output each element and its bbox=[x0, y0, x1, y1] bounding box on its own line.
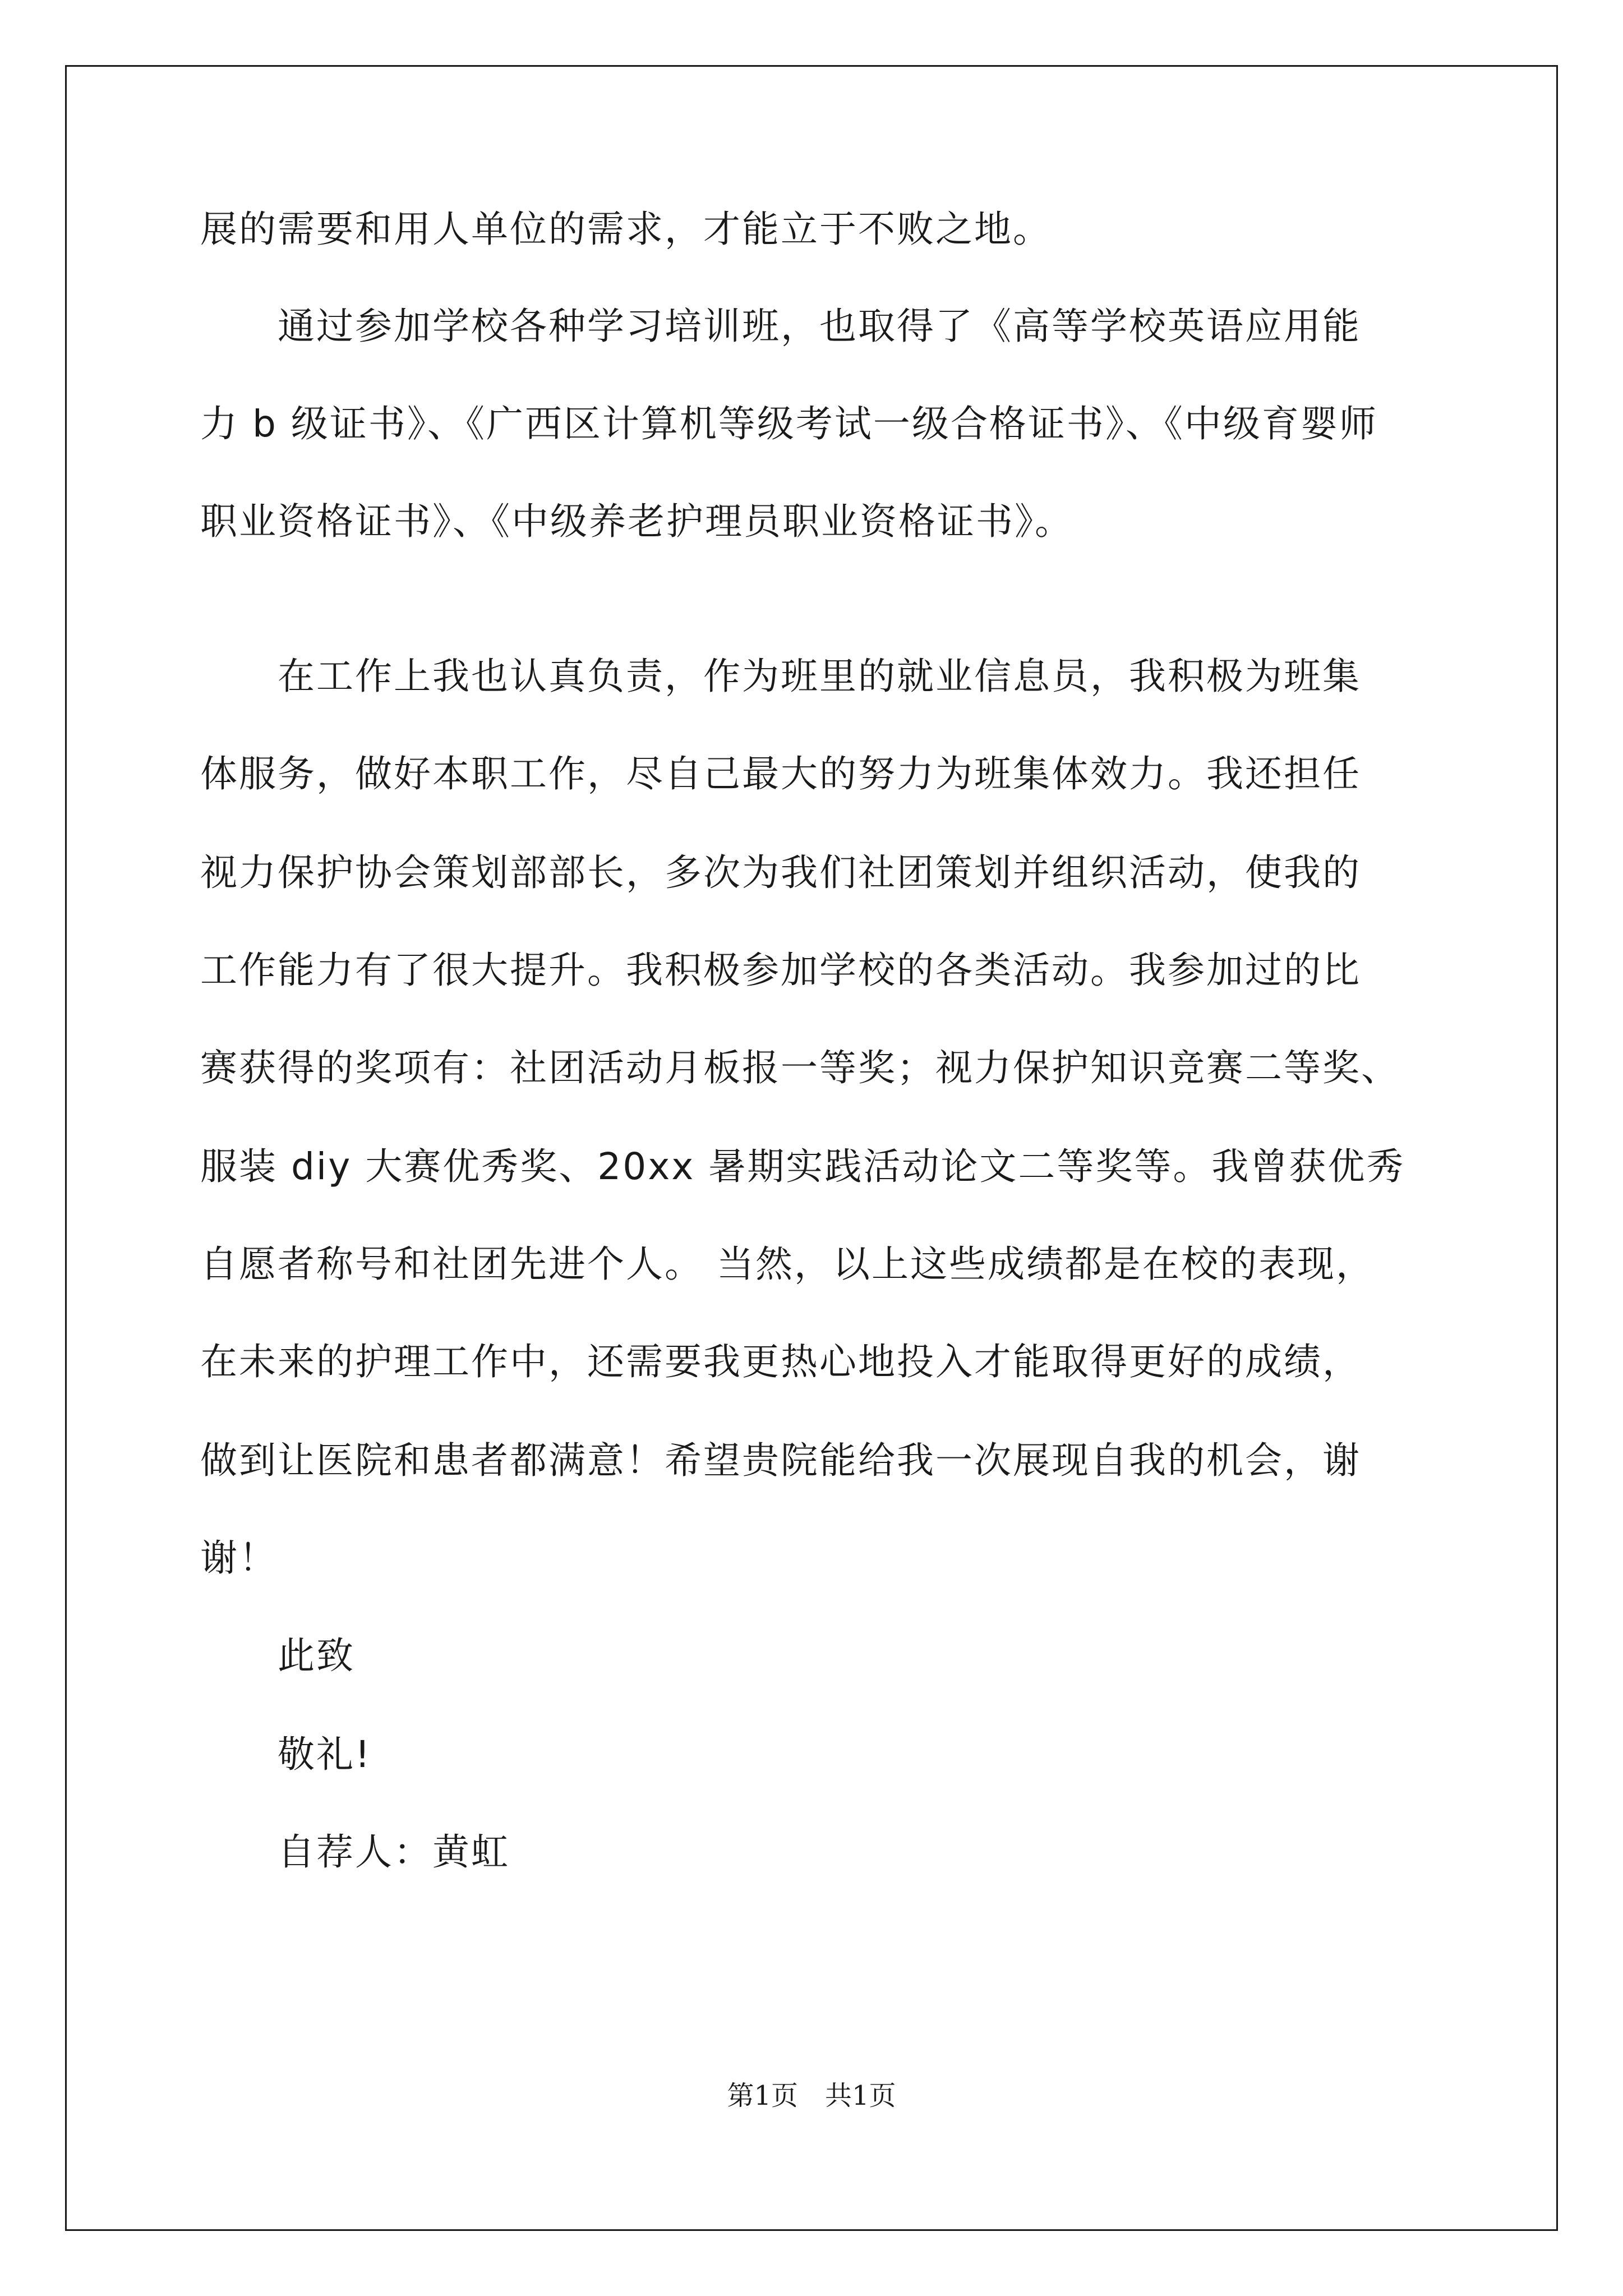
closing-regards: 敬礼! bbox=[200, 1733, 372, 1776]
text-line: 职业资格证书》、《中级养老护理员职业资格证书》。 bbox=[200, 500, 1073, 543]
text-line: 工作能力有了很大提升。我积极参加学校的各类活动。我参加过的比 bbox=[200, 949, 1361, 992]
text-line: 力 b 级证书》、《广西区计算机等级考试一级合格证书》、《中级育婴师 bbox=[200, 402, 1378, 445]
page-footer: 第1页 共1页 bbox=[727, 2080, 896, 2111]
text-line: 做到让医院和患者都满意！希望贵院能给我一次展现自我的机会，谢 bbox=[200, 1439, 1361, 1482]
text-line: 在工作上我也认真负责，作为班里的就业信息员，我积极为班集 bbox=[200, 655, 1361, 698]
text-line: 谢！ bbox=[200, 1536, 278, 1580]
text-line: 展的需要和用人单位的需求，才能立于不败之地。 bbox=[200, 208, 1052, 251]
text-line: 在未来的护理工作中，还需要我更热心地投入才能取得更好的成绩， bbox=[200, 1340, 1361, 1383]
text-line: 自愿者称号和社团先进个人。 当然，以上这些成绩都是在校的表现， bbox=[200, 1243, 1375, 1286]
text-line: 视力保护协会策划部部长，多次为我们社团策划并组织活动，使我的 bbox=[200, 851, 1361, 894]
closing-salutation: 此致 bbox=[200, 1634, 355, 1677]
signature-line: 自荐人：黄虹 bbox=[200, 1830, 510, 1874]
text-line: 体服务，做好本职工作，尽自己最大的努力为班集体效力。我还担任 bbox=[200, 752, 1361, 795]
text-line: 赛获得的奖项有：社团活动月板报一等奖；视力保护知识竞赛二等奖、 bbox=[200, 1046, 1400, 1089]
text-line: 服装 diy 大赛优秀奖、20xx 暑期实践活动论文二等奖等。我曾获优秀 bbox=[200, 1145, 1405, 1188]
text-line: 通过参加学校各种学习培训班，也取得了《高等学校英语应用能 bbox=[200, 305, 1361, 348]
